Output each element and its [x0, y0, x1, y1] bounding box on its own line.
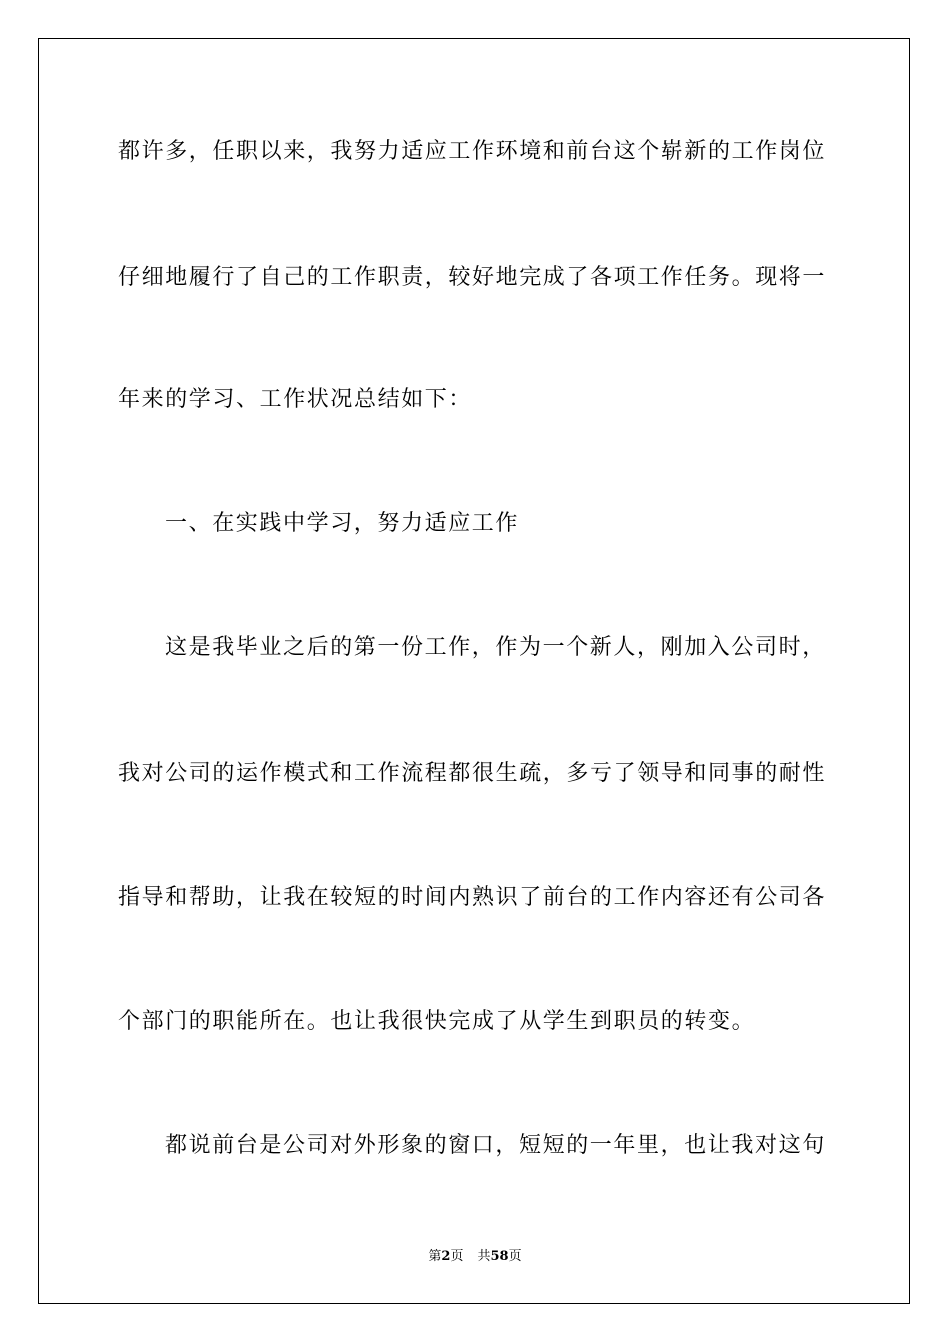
body-line-3: 年来的学习、工作状况总结如下：: [118, 387, 473, 412]
body-line-9: 都说前台是公司对外形象的窗口，短短的一年里，也让我对这句: [165, 1133, 826, 1158]
page-suffix: 页: [450, 1249, 464, 1264]
body-line-1: 都许多，任职以来，我努力适应工作环境和前台这个崭新的工作岗位: [118, 139, 827, 164]
body-line-5: 这是我毕业之后的第一份工作，作为一个新人，刚加入公司时，: [165, 635, 826, 660]
page-number: 2: [441, 1249, 451, 1264]
body-line-2: 仔细地履行了自己的工作职责，较好地完成了各项工作任务。现将一: [118, 265, 827, 290]
total-prefix: 共: [477, 1249, 491, 1264]
page-prefix: 第: [428, 1249, 442, 1264]
body-line-6: 我对公司的运作模式和工作流程都很生疏，多亏了领导和同事的耐性: [118, 761, 827, 786]
total-suffix: 页: [508, 1249, 522, 1264]
body-line-7: 指导和帮助，让我在较短的时间内熟识了前台的工作内容还有公司各: [118, 885, 827, 910]
total-pages: 58: [490, 1249, 509, 1264]
page-border: [38, 38, 910, 1304]
body-line-8: 个部门的职能所在。也让我很快完成了从学生到职员的转变。: [118, 1009, 756, 1034]
section-heading: 一、在实践中学习，努力适应工作: [165, 511, 520, 536]
page-footer: [0, 1248, 950, 1266]
